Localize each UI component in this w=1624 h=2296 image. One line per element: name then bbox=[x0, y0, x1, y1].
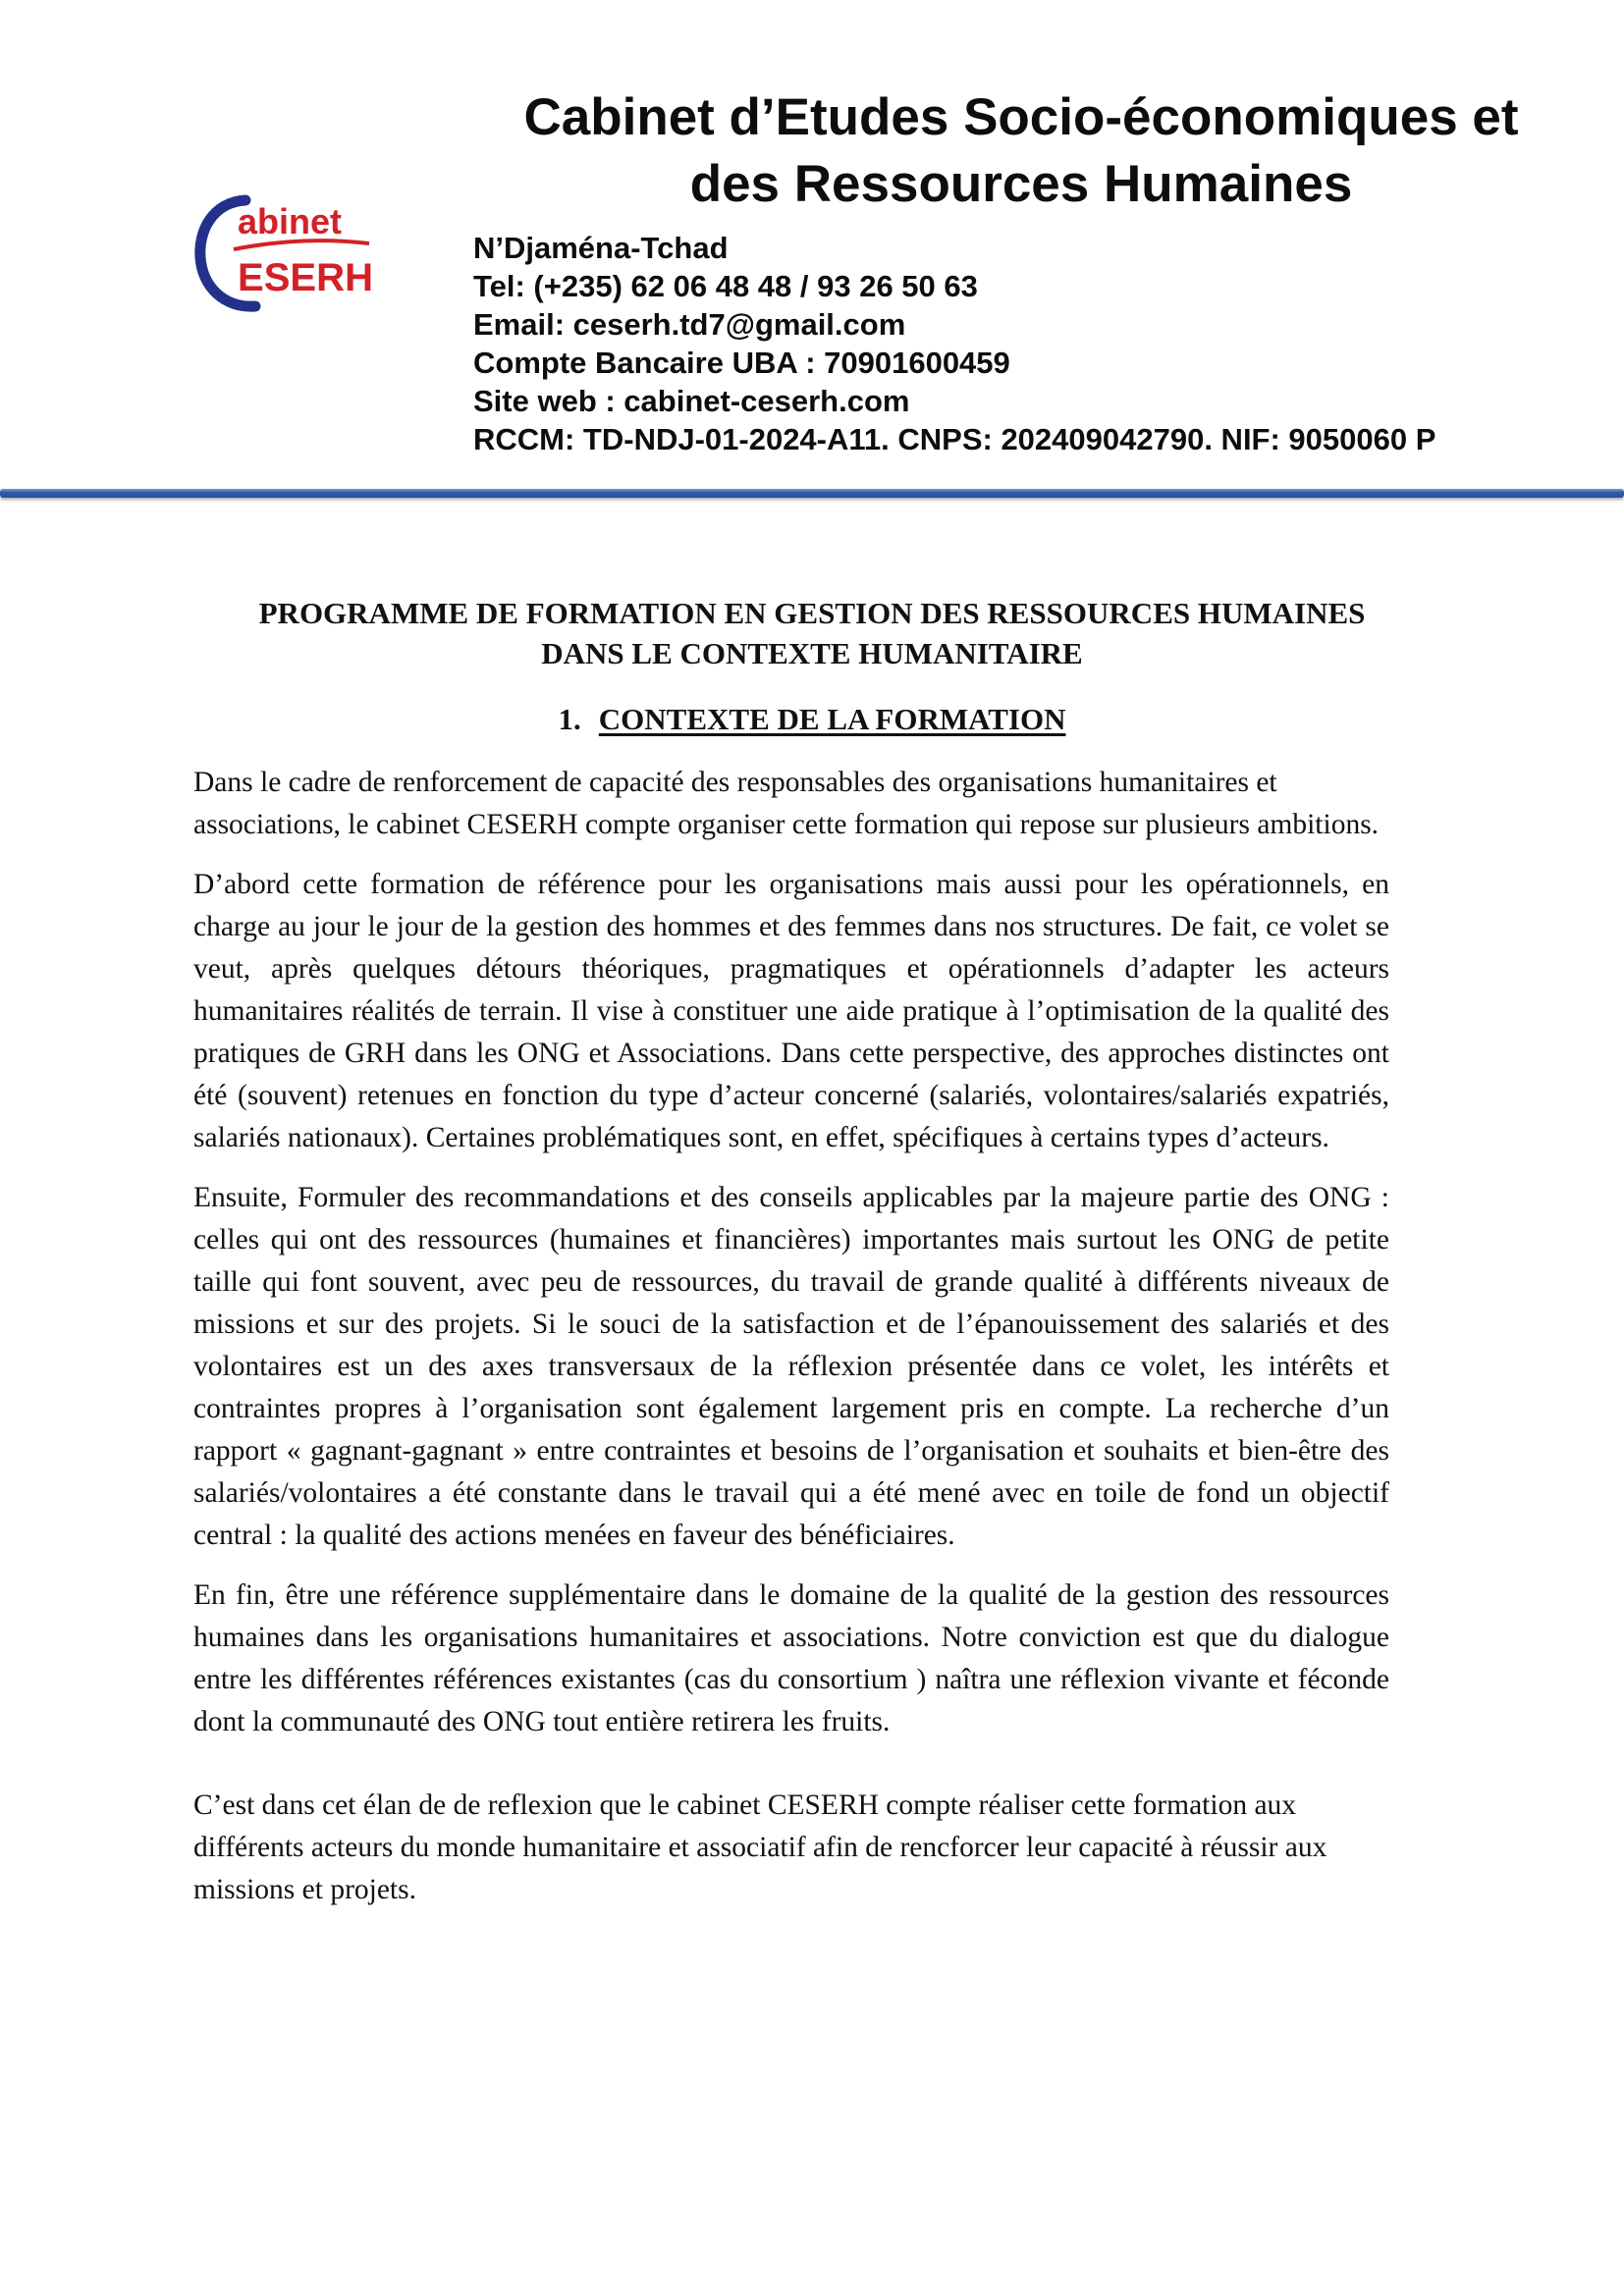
logo-swoosh bbox=[234, 240, 369, 249]
company-name-line2: des Ressources Humaines bbox=[689, 155, 1353, 213]
contact-email: Email: ceserh.td7@gmail.com bbox=[473, 307, 906, 342]
cabinet-ceserh-logo bbox=[194, 192, 377, 314]
program-title bbox=[98, 593, 1526, 673]
section-heading bbox=[98, 699, 1526, 739]
company-name-line1: Cabinet d’Etudes Socio-économiques et bbox=[523, 88, 1519, 146]
paragraph-intro: Dans le cadre de renforcement de capacité des responsables des organisations humanitaires et associations, le cabinet CESERH compte organiser cette formation qui repose sur plusieurs ambitions. bbox=[193, 767, 1380, 840]
contact-city: N’Djaména-Tchad bbox=[473, 231, 729, 265]
paragraph-dabord: D’abord cette formation de référence pour les organisations mais aussi pour les opérationnels, en charge au jour le jour de la gestion des hommes et des femmes dans nos structures. De fait, ce volet se veut, après quelques détours théoriques, pragmatiques et opérationnels d’adapter les acteurs humanitaires réalités de terrain. Il vise à constituer une aide pratique à l’optimisation de la qualité des pratiques de GRH dans les ONG et Associations. Dans cette perspective, des approches distinctes ont été (souvent) retenues en fonction du type d’acteur concerné (salariés, volontaires/salariés expatriés, salariés nationaux). Certaines problématiques sont, en effet, spécifiques à certains types d’acteurs. bbox=[193, 869, 1389, 1153]
logo-text-eserh: ESERH bbox=[238, 256, 373, 299]
contact-registration: RCCM: TD-NDJ-01-2024-A11. CNPS: 202409042790. NIF: 9050060 P bbox=[473, 422, 1436, 456]
section-number: 1. bbox=[558, 702, 581, 736]
body-text bbox=[193, 762, 1389, 1929]
header-divider bbox=[0, 489, 1624, 498]
contact-bank-account: Compte Bancaire UBA : 70901600459 bbox=[473, 346, 1010, 380]
contact-info bbox=[473, 229, 1435, 458]
contact-website: Site web : cabinet-ceserh.com bbox=[473, 384, 910, 418]
paragraph-ensuite: Ensuite, Formuler des recommandations et des conseils applicables par la majeure partie des ONG : celles qui ont des ressources (humaines et financières) importantes mais surtout les ONG de petite taille qui font souvent, avec peu de ressources, du travail de grande qualité à différents niveaux de missions et sur des projets. Si le souci de la satisfaction et de l’épanouissement des salariés et des volontaires est un des axes transversaux de la réflexion présentée dans ce volet, les intérêts et contraintes propres à l’organisation sont également largement pris en compte. La recherche d’un rapport « gagnant-gagnant » entre contraintes et besoins de l’organisation et souhaits et bien-être des salariés/volontaires a été constante dans le travail qui a été mené avec en toile de fond un objectif central : la qualité des actions menées en faveur des bénéficiaires. bbox=[193, 1182, 1389, 1551]
program-title-line2: DANS LE CONTEXTE HUMANITAIRE bbox=[541, 636, 1083, 670]
logo-text-abinet: abinet bbox=[238, 201, 343, 241]
paragraph-conclusion: C’est dans cet élan de de reflexion que le cabinet CESERH compte réaliser cette formation aux différents acteurs du monde humanitaire et associatif afin de rencforcer leur capacité à réussir aux missions et projets. bbox=[193, 1789, 1327, 1905]
section-title: CONTEXTE DE LA FORMATION bbox=[598, 702, 1066, 736]
paragraph-enfin: En fin, être une référence supplémentaire dans le domaine de la qualité de la gestion des ressources humaines dans les organisations humanitaires et associations. Notre conviction est que du dialogue entre les différentes références existantes (cas du consortium ) naîtra une réflexion vivante et féconde dont la communauté des ONG tout entière retirera les fruits. bbox=[193, 1579, 1389, 1737]
company-name bbox=[442, 84, 1600, 218]
program-title-line1: PROGRAMME DE FORMATION EN GESTION DES RESSOURCES HUMAINES bbox=[258, 596, 1366, 630]
contact-phone: Tel: (+235) 62 06 48 48 / 93 26 50 63 bbox=[473, 269, 978, 303]
